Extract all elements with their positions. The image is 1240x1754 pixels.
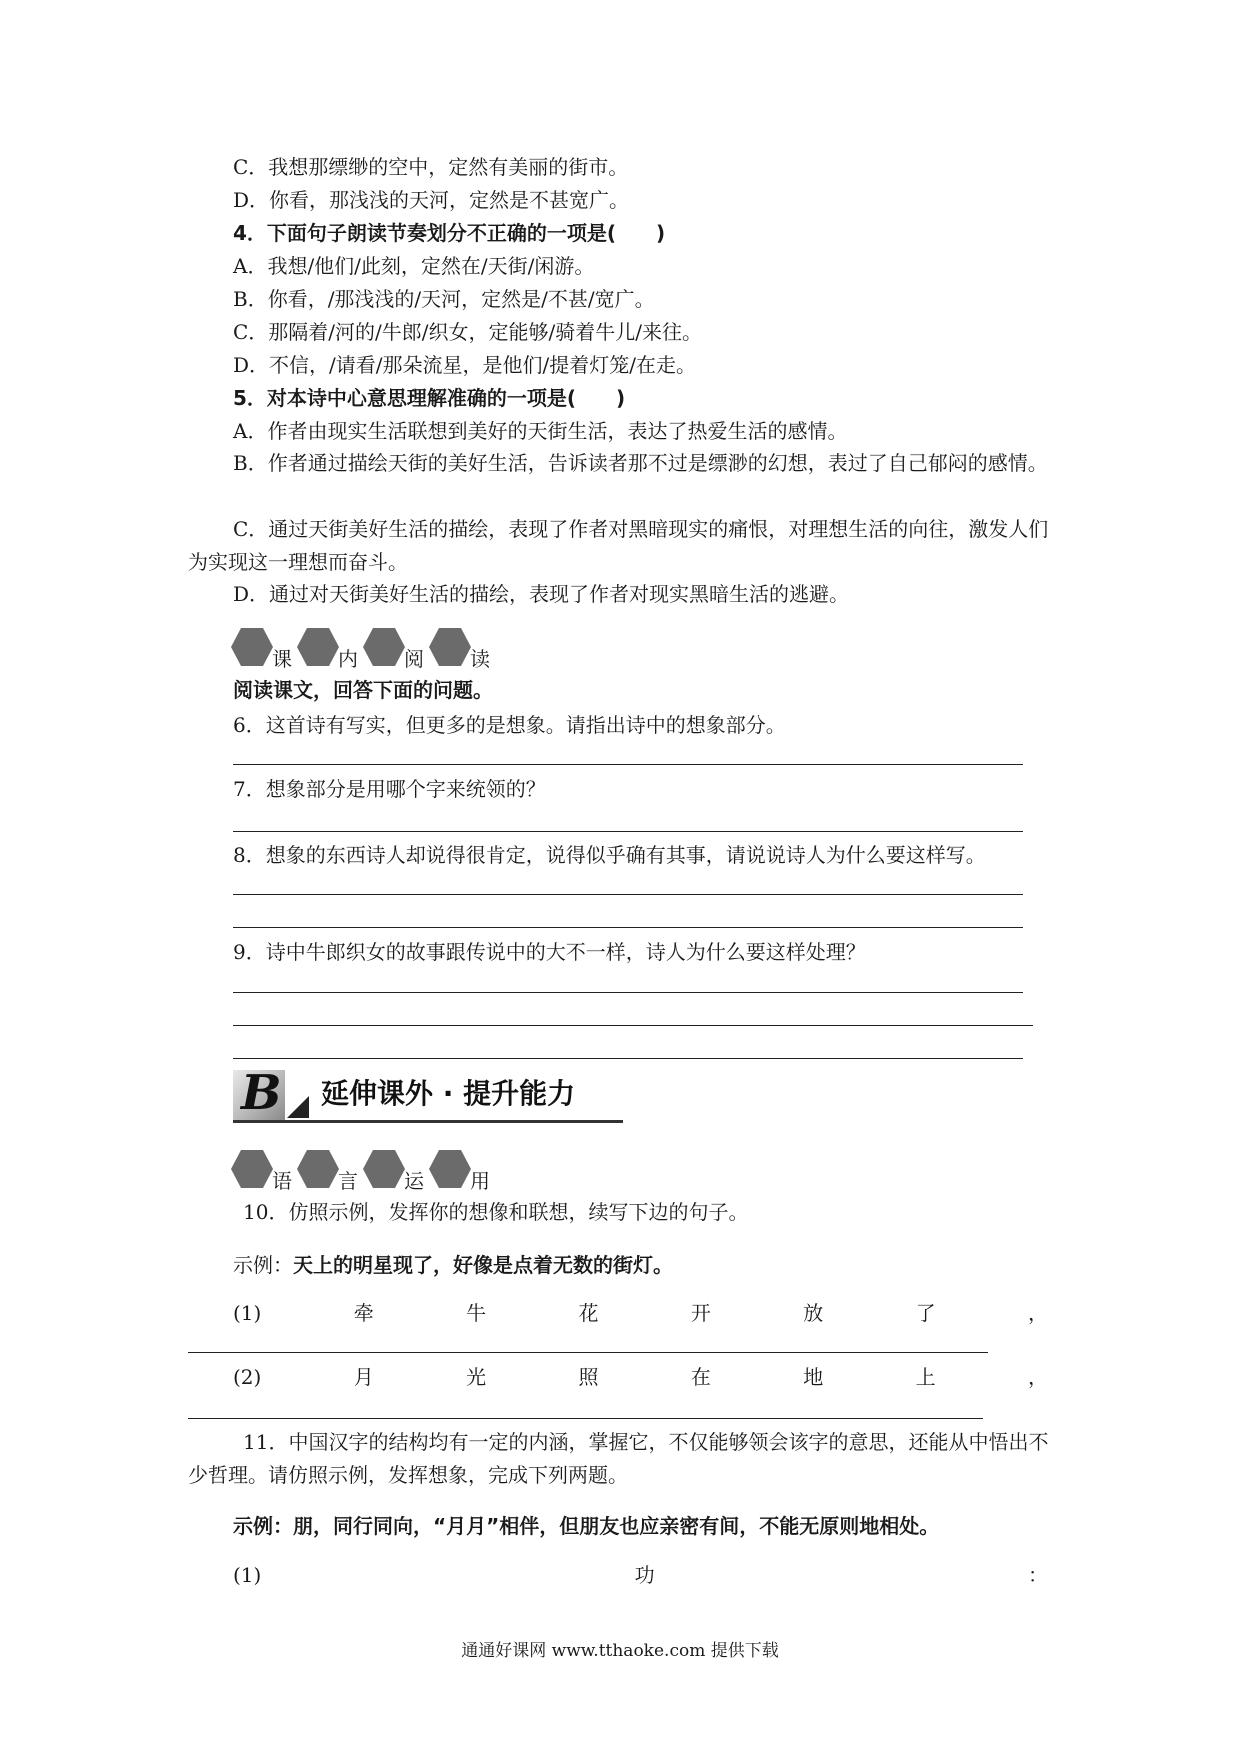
answer-line <box>233 992 1023 993</box>
q10-item-2-char: ， <box>1027 1365 1048 1389</box>
q10-item-1-char: 放 <box>803 1301 824 1325</box>
reading-instruction: 阅读课文，回答下面的问题。 <box>233 678 493 702</box>
q11-example: 示例：朋，同行同向，“月月”相伴，但朋友也应亲密有间，不能无原则地相处。 <box>233 1514 940 1538</box>
q10-item-2 <box>233 1362 1048 1392</box>
q10-item-1-char: 牛 <box>466 1301 487 1325</box>
section-language-char: 语 <box>272 1169 292 1193</box>
hexagon-icon <box>428 626 472 668</box>
q10-item-1 <box>233 1298 1048 1328</box>
q7: 7．想象部分是用哪个字来统领的？ <box>233 777 546 801</box>
answer-line <box>188 1418 983 1419</box>
section-b-letter: B <box>241 1065 282 1121</box>
q11-item-1 <box>233 1560 1048 1590</box>
q5-option-c: C．通过天街美好生活的描绘，表现了作者对黑暗现实的痛恨，对理想生活的向往，激发人们为实现这一理想而奋斗。 <box>188 517 1049 574</box>
q11-item-1-number: (1) <box>233 1563 262 1587</box>
q10-item-2-char: 在 <box>690 1365 711 1389</box>
q4-option-d: D．不信，/请看/那朵流星，是他们/提着灯笼/在走。 <box>233 353 696 377</box>
q4-stem: 4．下面句子朗读节奏划分不正确的一项是( ) <box>233 221 666 245</box>
answer-line <box>233 1058 1023 1059</box>
q10-item-2-char: 上 <box>915 1365 936 1389</box>
hexagon-icon <box>296 1148 340 1190</box>
section-reading-char: 课 <box>272 647 292 671</box>
triangle-icon <box>287 1096 309 1118</box>
q10-item-2-char: 照 <box>578 1365 599 1389</box>
q10-item-2-number: (2) <box>233 1365 262 1389</box>
section-language-char: 运 <box>404 1169 424 1193</box>
q8: 8．想象的东西诗人却说得很肯定，说得似乎确有其事，请说说诗人为什么要这样写。 <box>233 843 986 867</box>
q4-option-c: C．那隔着/河的/牛郎/织女，定能够/骑着牛儿/来往。 <box>233 320 702 344</box>
hexagon-icon <box>296 626 340 668</box>
section-reading-char: 阅 <box>404 647 424 671</box>
section-reading-badge <box>230 618 494 671</box>
q3-option-d: D．你看，那浅浅的天河，定然是不甚宽广。 <box>233 188 630 212</box>
hexagon-icon <box>362 1148 406 1190</box>
q10-example-label: 示例： <box>233 1253 293 1277</box>
q10-item-1-number: (1) <box>233 1301 262 1325</box>
q10-stem: 10．仿照示例，发挥你的想像和联想，续写下边的句子。 <box>243 1200 749 1224</box>
q6: 6．这首诗有写实，但更多的是想象。请指出诗中的想象部分。 <box>233 713 786 737</box>
answer-line <box>233 894 1023 895</box>
section-b-header <box>233 1065 623 1123</box>
q10-item-1-char: 开 <box>690 1301 711 1325</box>
q10-item-2-char: 光 <box>466 1365 487 1389</box>
q11-stem: 11．中国汉字的结构均有一定的内涵，掌握它，不仅能够领会该字的意思，还能从中悟出不少哲理。请仿照示例，发挥想象，完成下列两题。 <box>188 1430 1049 1487</box>
q10-item-2-char: 月 <box>353 1365 374 1389</box>
q5-stem: 5．对本诗中心意思理解准确的一项是( ) <box>233 386 626 410</box>
section-language-char: 言 <box>338 1169 358 1193</box>
q5-option-d: D．通过对天街美好生活的描绘，表现了作者对现实黑暗生活的逃避。 <box>233 582 850 606</box>
hexagon-icon <box>230 626 274 668</box>
answer-line <box>188 1352 988 1353</box>
section-reading-char: 内 <box>338 647 358 671</box>
page-footer: 通通好课网 www.tthaoke.com 提供下载 <box>461 1641 779 1661</box>
hexagon-icon <box>230 1148 274 1190</box>
q10-item-1-char: 了 <box>915 1301 936 1325</box>
section-reading-char: 读 <box>470 647 490 671</box>
q5-option-b: B．作者通过描绘天街的美好生活，告诉读者那不过是缥渺的幻想，表过了自己郁闷的感情。 <box>233 451 1048 475</box>
answer-line <box>233 1025 1033 1026</box>
hexagon-icon <box>428 1148 472 1190</box>
section-b-title: 延伸课外 · 提升能力 <box>321 1077 576 1110</box>
section-language-badge <box>230 1140 494 1193</box>
q10-example-text: 天上的明星现了，好像是点着无数的街灯。 <box>293 1253 673 1277</box>
q10-item-1-char: 牵 <box>353 1301 374 1325</box>
q3-option-c: C．我想那缥缈的空中，定然有美丽的街市。 <box>233 155 629 179</box>
q11-item-1-colon: ： <box>1028 1563 1048 1587</box>
q9: 9．诗中牛郎织女的故事跟传说中的大不一样，诗人为什么要这样处理？ <box>233 940 866 964</box>
q10-item-1-char: 花 <box>578 1301 599 1325</box>
section-language-char: 用 <box>470 1169 490 1193</box>
q10-item-1-char: ， <box>1027 1301 1048 1325</box>
q4-option-b: B．你看，/那浅浅的/天河，定然是/不甚/宽广。 <box>233 287 655 311</box>
q5-option-a: A．作者由现实生活联想到美好的天街生活，表达了热爱生活的感情。 <box>233 419 848 443</box>
q4-option-a: A．我想/他们/此刻，定然在/天街/闲游。 <box>233 254 595 278</box>
answer-line <box>233 831 1023 832</box>
q11-item-1-char: 功 <box>634 1563 655 1587</box>
hexagon-icon <box>362 626 406 668</box>
q10-example <box>233 1250 673 1280</box>
answer-line <box>233 927 1023 928</box>
answer-line <box>233 764 1023 765</box>
q10-item-2-char: 地 <box>803 1365 824 1389</box>
